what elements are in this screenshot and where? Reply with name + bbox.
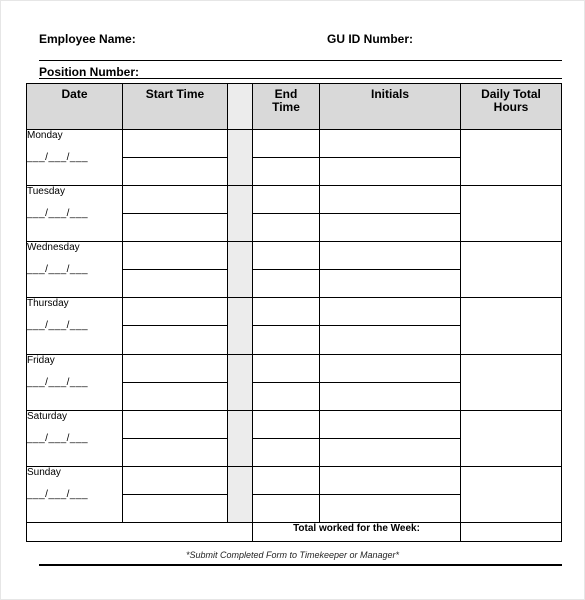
position-number-line[interactable] <box>39 78 562 79</box>
initials-cell[interactable] <box>320 130 461 158</box>
day-cell <box>27 130 123 186</box>
gu-id-label: GU ID Number: <box>327 32 414 46</box>
col-header-spacer <box>228 84 253 130</box>
spacer-cell <box>228 466 253 522</box>
initials-cell[interactable] <box>320 354 461 382</box>
day-date-field[interactable]: ___/___/___ <box>27 488 89 500</box>
spacer-cell <box>228 298 253 354</box>
initials-cell[interactable] <box>320 158 461 186</box>
spacer-cell <box>228 130 253 186</box>
position-number-label: Position Number: <box>39 65 140 79</box>
daily-total-cell[interactable] <box>461 242 562 298</box>
start-time-cell[interactable] <box>123 270 228 298</box>
start-time-cell[interactable] <box>123 242 228 270</box>
day-date-field[interactable]: ___/___/___ <box>27 152 89 163</box>
end-time-cell[interactable] <box>253 130 320 158</box>
employee-name-line[interactable] <box>39 60 562 61</box>
end-time-cell[interactable] <box>253 158 320 186</box>
end-time-cell[interactable] <box>253 354 320 382</box>
daily-total-cell[interactable] <box>461 354 562 410</box>
initials-cell[interactable] <box>320 298 461 326</box>
employee-name-label: Employee Name: <box>39 32 136 46</box>
end-time-cell[interactable] <box>253 186 320 214</box>
day-cell <box>27 242 123 298</box>
col-header-end-time <box>253 84 320 130</box>
start-time-cell[interactable] <box>123 410 228 438</box>
start-time-cell[interactable] <box>123 214 228 242</box>
end-time-cell[interactable] <box>253 438 320 466</box>
end-time-cell[interactable] <box>253 242 320 270</box>
start-time-cell[interactable] <box>123 438 228 466</box>
start-time-cell[interactable] <box>123 158 228 186</box>
day-date-field[interactable]: ___/___/___ <box>27 376 89 388</box>
day-date-field[interactable]: ___/___/___ <box>27 320 89 332</box>
day-date-field[interactable]: ___/___/___ <box>27 264 89 276</box>
end-time-cell[interactable] <box>253 494 320 522</box>
initials-cell[interactable] <box>320 242 461 270</box>
end-time-cell[interactable] <box>253 382 320 410</box>
spacer-cell <box>228 354 253 410</box>
day-cell <box>27 186 123 242</box>
daily-total-header-text: Daily Total Hours <box>481 87 541 114</box>
daily-total-cell[interactable] <box>461 130 562 186</box>
end-time-cell[interactable] <box>253 270 320 298</box>
timesheet-table <box>26 83 562 542</box>
total-week-label: Total worked for the Week: <box>253 522 461 541</box>
start-time-cell[interactable] <box>123 130 228 158</box>
initials-cell[interactable] <box>320 270 461 298</box>
end-time-cell[interactable] <box>253 410 320 438</box>
start-time-cell[interactable] <box>123 326 228 354</box>
submit-note: *Submit Completed Form to Timekeeper or Manager* <box>185 550 399 560</box>
day-name: Tuesday <box>27 186 65 198</box>
day-name: Wednesday <box>27 242 80 254</box>
initials-cell[interactable] <box>320 326 461 354</box>
spacer-cell <box>228 242 253 298</box>
start-time-cell[interactable] <box>123 494 228 522</box>
day-name: Friday <box>27 354 55 366</box>
day-name: Monday <box>27 130 63 141</box>
end-time-cell[interactable] <box>253 466 320 494</box>
total-week-value-cell[interactable] <box>461 522 562 541</box>
day-cell <box>27 354 123 410</box>
col-header-initials: Initials <box>320 84 461 130</box>
start-time-cell[interactable] <box>123 466 228 494</box>
end-time-header-text: End Time <box>272 87 300 114</box>
col-header-daily-total <box>461 84 562 130</box>
end-time-cell[interactable] <box>253 214 320 242</box>
daily-total-cell[interactable] <box>461 298 562 354</box>
day-name: Saturday <box>27 410 68 422</box>
initials-cell[interactable] <box>320 382 461 410</box>
start-time-cell[interactable] <box>123 298 228 326</box>
day-name: Thursday <box>27 298 69 310</box>
footer-rule <box>39 564 562 566</box>
initials-cell[interactable] <box>320 186 461 214</box>
spacer-cell <box>228 410 253 466</box>
initials-cell[interactable] <box>320 410 461 438</box>
end-time-cell[interactable] <box>253 326 320 354</box>
start-time-cell[interactable] <box>123 354 228 382</box>
spacer-cell <box>228 186 253 242</box>
initials-cell[interactable] <box>320 214 461 242</box>
day-name: Sunday <box>27 466 61 478</box>
day-cell <box>27 466 123 522</box>
total-blank-cell <box>27 522 253 541</box>
day-date-field[interactable]: ___/___/___ <box>27 432 89 444</box>
start-time-cell[interactable] <box>123 382 228 410</box>
initials-cell[interactable] <box>320 438 461 466</box>
daily-total-cell[interactable] <box>461 466 562 522</box>
daily-total-cell[interactable] <box>461 410 562 466</box>
day-cell <box>27 410 123 466</box>
start-time-cell[interactable] <box>123 186 228 214</box>
day-date-field[interactable]: ___/___/___ <box>27 208 89 220</box>
day-cell <box>27 298 123 354</box>
initials-cell[interactable] <box>320 466 461 494</box>
end-time-cell[interactable] <box>253 298 320 326</box>
col-header-start-time: Start Time <box>123 84 228 130</box>
daily-total-cell[interactable] <box>461 186 562 242</box>
col-header-date: Date <box>27 84 123 130</box>
initials-cell[interactable] <box>320 494 461 522</box>
